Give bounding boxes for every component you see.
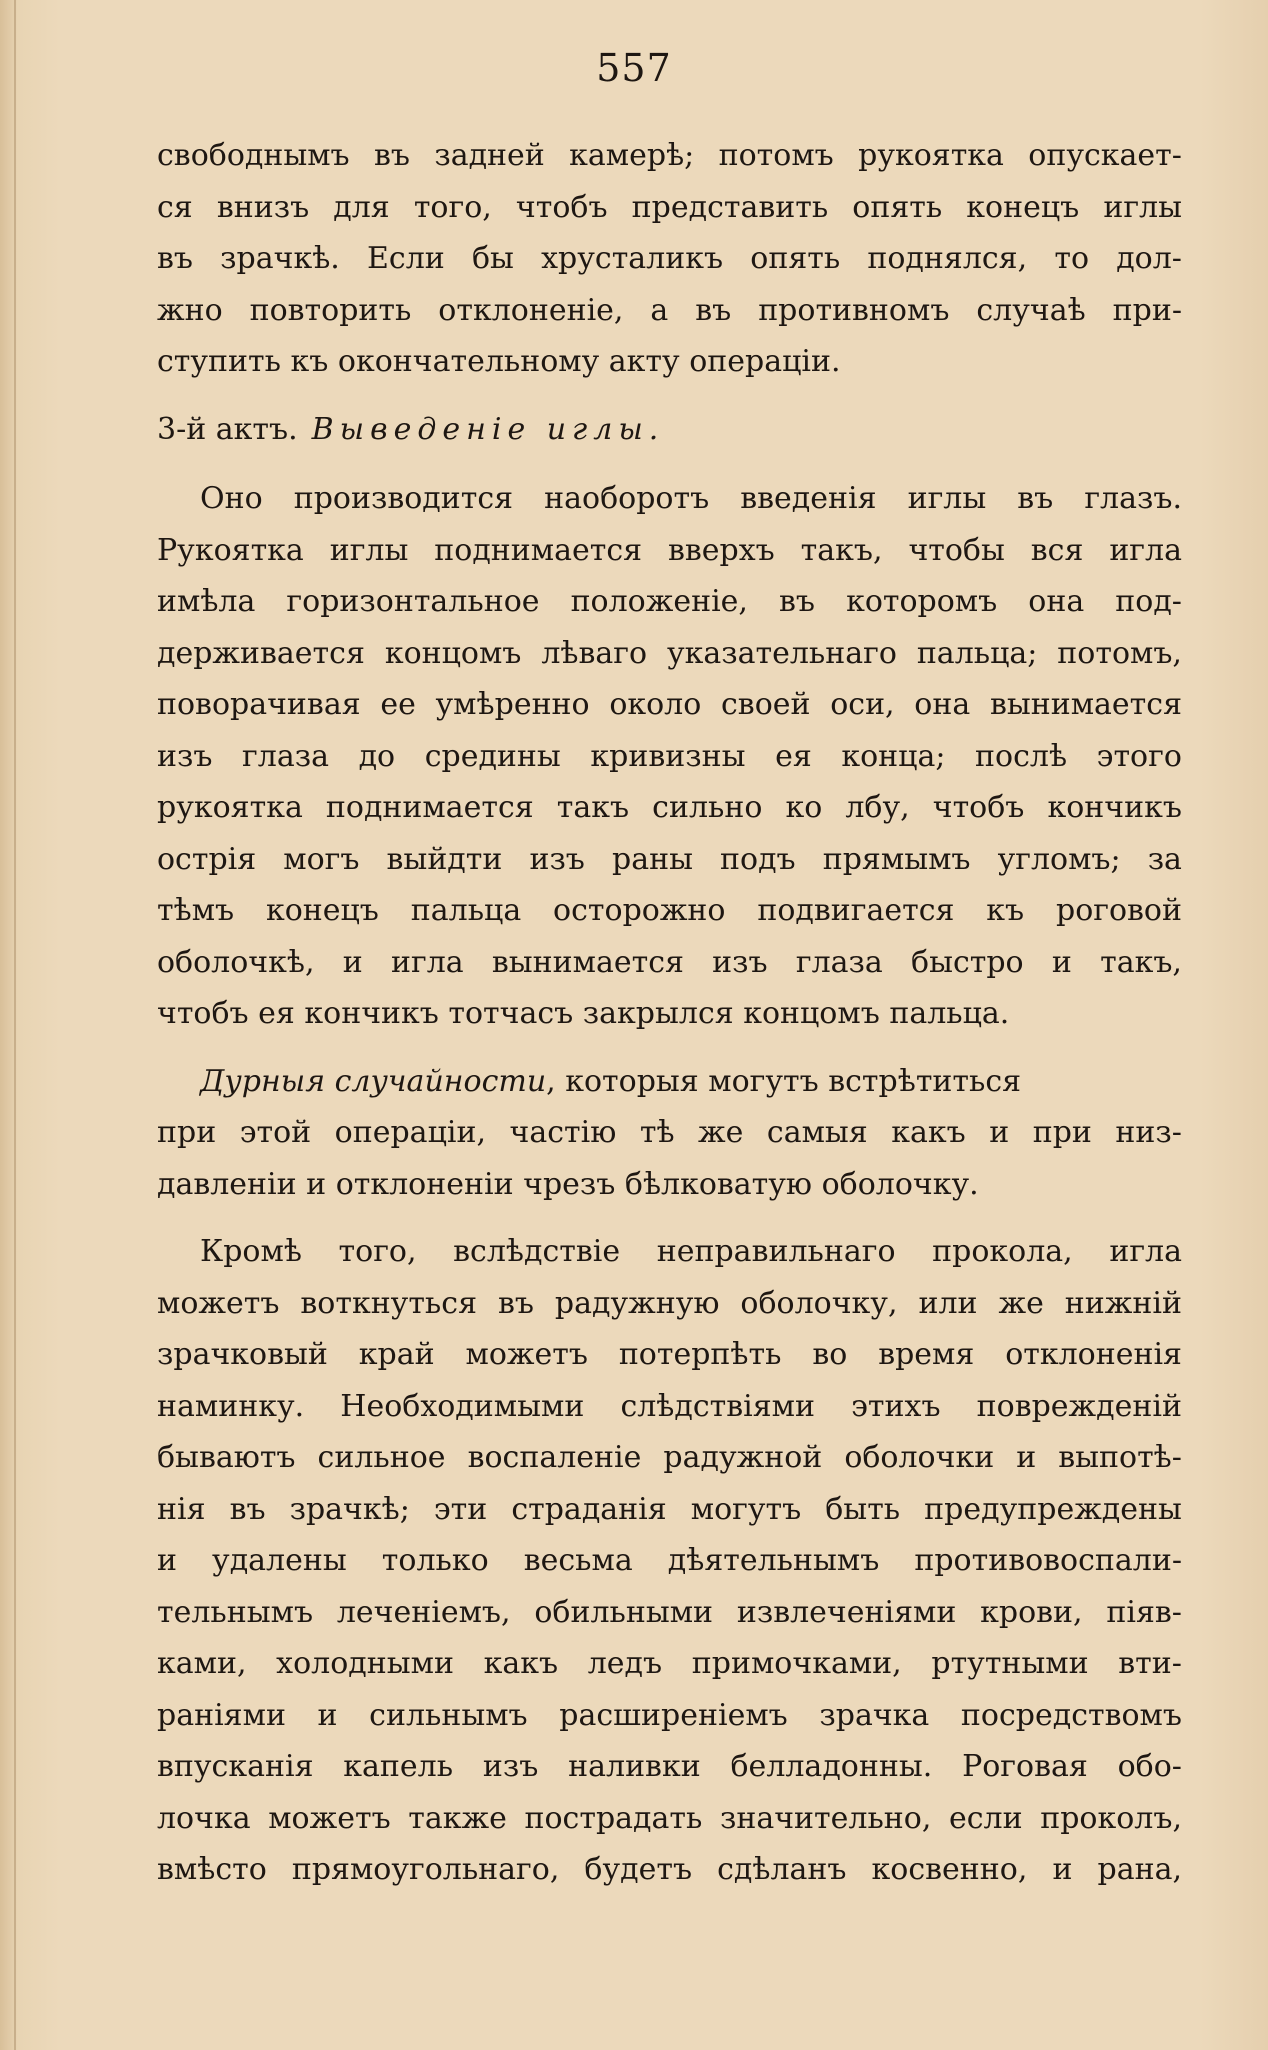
word: того, bbox=[413, 189, 492, 225]
word: могутъ bbox=[690, 1491, 802, 1527]
word: или bbox=[918, 1285, 978, 1321]
word: Если bbox=[367, 241, 445, 276]
word: лочка bbox=[157, 1800, 251, 1836]
word: ко bbox=[785, 790, 823, 825]
word: а bbox=[650, 292, 669, 328]
word: тѣ bbox=[639, 1115, 675, 1150]
word: Необходимыми bbox=[340, 1388, 585, 1424]
word: леченіемъ, bbox=[336, 1594, 511, 1630]
word: сдѣланъ bbox=[717, 1852, 847, 1887]
first-line-rest: , которыя могутъ встрѣтиться bbox=[546, 1063, 1022, 1099]
word: острія bbox=[157, 841, 257, 877]
word: вслѣдствіе bbox=[453, 1234, 621, 1269]
word: вся bbox=[1030, 532, 1084, 568]
word: под- bbox=[1115, 584, 1182, 619]
text-line bbox=[157, 1278, 1182, 1330]
word: которомъ bbox=[846, 584, 998, 619]
word: можетъ bbox=[465, 1337, 588, 1372]
word: опускает- bbox=[1028, 138, 1182, 173]
word: задней bbox=[434, 138, 545, 173]
text-line bbox=[157, 130, 1182, 182]
word: извлеченіями bbox=[736, 1594, 957, 1630]
word: можетъ bbox=[157, 1285, 280, 1321]
word: ся bbox=[157, 189, 193, 225]
word: повторить bbox=[249, 292, 412, 328]
word: изъ bbox=[482, 1749, 539, 1784]
word: указательнаго bbox=[666, 635, 897, 671]
word: рана, bbox=[1097, 1852, 1182, 1887]
word: держивается bbox=[157, 635, 365, 671]
text-line bbox=[157, 885, 1182, 937]
word: и bbox=[1051, 944, 1072, 980]
word: расширеніемъ bbox=[559, 1697, 788, 1733]
word: оси, bbox=[830, 687, 895, 722]
word: Кромѣ bbox=[200, 1234, 302, 1269]
word: вмѣсто bbox=[157, 1852, 267, 1887]
word: въ bbox=[157, 241, 193, 276]
word: чтобъ bbox=[932, 790, 1025, 825]
word: при- bbox=[1112, 292, 1182, 328]
text-line bbox=[157, 1690, 1182, 1742]
word: пальца bbox=[410, 893, 522, 928]
word: сильнымъ bbox=[369, 1697, 528, 1733]
word: отклоненія bbox=[1005, 1337, 1182, 1372]
word: средины bbox=[424, 738, 561, 774]
word: тѣмъ bbox=[157, 893, 235, 928]
word: вверхъ bbox=[668, 532, 775, 568]
word: Роговая bbox=[962, 1749, 1088, 1784]
word: бы bbox=[471, 241, 514, 276]
word: сильно bbox=[652, 790, 763, 825]
text-line bbox=[157, 1638, 1182, 1690]
word: изъ bbox=[529, 841, 585, 877]
word: дѣятельнымъ bbox=[667, 1543, 880, 1578]
text-line bbox=[157, 731, 1182, 783]
word: Оно bbox=[200, 481, 263, 516]
word: радужной bbox=[663, 1440, 823, 1475]
word: поднялся, bbox=[867, 241, 1028, 276]
word: прокола, bbox=[932, 1234, 1073, 1269]
word: конца; bbox=[841, 738, 946, 774]
word: низ- bbox=[1115, 1115, 1182, 1150]
text-line bbox=[157, 1432, 1182, 1484]
word: лѣваго bbox=[541, 635, 648, 671]
word: игла bbox=[390, 944, 464, 980]
word: около bbox=[609, 687, 702, 722]
word: противовоспали- bbox=[914, 1543, 1182, 1578]
heading-prefix: 3-й актъ. bbox=[157, 411, 298, 447]
text-line: чтобъ ея кончикъ тотчасъ закрылся концомъ пальца. bbox=[157, 996, 1010, 1031]
word: поднимается bbox=[325, 790, 534, 825]
word: положеніе, bbox=[570, 584, 748, 619]
text-line bbox=[157, 1793, 1182, 1845]
word: производится bbox=[293, 481, 514, 516]
word: обильными bbox=[534, 1594, 714, 1630]
word: конецъ bbox=[265, 893, 379, 928]
word: холодными bbox=[276, 1646, 454, 1681]
text-line: ступить къ окончательному акту операціи. bbox=[157, 344, 841, 379]
word: случаѣ bbox=[976, 292, 1086, 328]
italic-lead: Дурныя случайности bbox=[200, 1063, 547, 1099]
word: камерѣ; bbox=[569, 138, 695, 173]
word: роговой bbox=[1055, 893, 1182, 928]
text-line bbox=[157, 473, 1182, 525]
word: раніями bbox=[157, 1697, 286, 1733]
word: пострадать bbox=[524, 1800, 703, 1836]
paragraph-2 bbox=[157, 473, 1182, 1040]
word: кончикъ bbox=[1047, 790, 1182, 825]
word: оболочку, bbox=[740, 1285, 898, 1321]
word: наоборотъ bbox=[544, 481, 710, 516]
word: такъ, bbox=[800, 532, 883, 568]
word: выйдти bbox=[386, 841, 503, 877]
word: пальца; bbox=[916, 635, 1038, 671]
word: потомъ bbox=[718, 138, 834, 173]
word: операціи, bbox=[334, 1115, 486, 1150]
word: своей bbox=[721, 687, 811, 722]
word: оболочкѣ, bbox=[157, 944, 315, 980]
word: иглы bbox=[907, 481, 987, 516]
word: въ bbox=[497, 1285, 534, 1321]
word: обо- bbox=[1117, 1749, 1182, 1784]
word: поворачивая bbox=[157, 687, 361, 722]
heading-title: Выведеніе иглы. bbox=[311, 411, 665, 447]
word: зрачка bbox=[819, 1697, 930, 1733]
word: нія bbox=[157, 1491, 206, 1527]
word: неправильнаго bbox=[656, 1234, 896, 1269]
word: иглы bbox=[1103, 189, 1182, 225]
word: капель bbox=[343, 1749, 454, 1784]
word: же bbox=[698, 1115, 744, 1150]
word: эти bbox=[433, 1491, 488, 1527]
word: если bbox=[949, 1800, 1023, 1836]
word: подвигается bbox=[757, 893, 955, 928]
word: весьма bbox=[523, 1543, 633, 1578]
word: тельнымъ bbox=[157, 1594, 314, 1630]
text-line bbox=[157, 182, 1182, 234]
word: свободнымъ bbox=[157, 138, 350, 173]
word: умѣренно bbox=[435, 687, 590, 722]
word: наливки bbox=[568, 1749, 701, 1784]
word: ледъ bbox=[587, 1646, 663, 1681]
word: нижній bbox=[1064, 1285, 1182, 1321]
word: угломъ; bbox=[997, 841, 1121, 877]
word: потомъ, bbox=[1057, 635, 1182, 671]
word: въ bbox=[695, 292, 732, 328]
word: она bbox=[1028, 584, 1085, 619]
word: при bbox=[157, 1115, 217, 1150]
word: поврежденій bbox=[976, 1388, 1182, 1424]
word: радужную bbox=[554, 1285, 720, 1321]
word: въ bbox=[779, 584, 816, 619]
text-line bbox=[157, 1329, 1182, 1381]
word: опять bbox=[852, 189, 943, 225]
word: чтобы bbox=[908, 532, 1005, 568]
text-line bbox=[157, 782, 1182, 834]
word: прямоугольнаго, bbox=[291, 1852, 560, 1887]
word: къ bbox=[986, 893, 1025, 928]
word: страданія bbox=[511, 1491, 667, 1527]
word: противномъ bbox=[758, 292, 950, 328]
word: этихъ bbox=[851, 1388, 941, 1424]
text-line bbox=[157, 1535, 1182, 1587]
paragraph-1 bbox=[157, 130, 1182, 388]
word: послѣ bbox=[975, 738, 1068, 774]
word: въ bbox=[1017, 481, 1054, 516]
word: игла bbox=[1109, 1234, 1182, 1269]
text-line bbox=[157, 834, 1182, 886]
word: піяв- bbox=[1106, 1594, 1182, 1630]
word: выпотѣ- bbox=[1058, 1440, 1182, 1475]
word: край bbox=[358, 1337, 435, 1372]
word: значительно, bbox=[719, 1800, 932, 1836]
text-line bbox=[157, 233, 1182, 285]
word: самыя bbox=[766, 1115, 868, 1150]
word: подъ bbox=[720, 841, 796, 877]
word: также bbox=[408, 1800, 507, 1836]
word: того, bbox=[338, 1234, 417, 1269]
word: косвенно, bbox=[871, 1852, 1028, 1887]
text-line bbox=[157, 1381, 1182, 1433]
word: зрачковый bbox=[157, 1337, 328, 1372]
word: хрусталикъ bbox=[541, 241, 724, 276]
word: и bbox=[157, 1543, 177, 1578]
word: ртутными bbox=[931, 1646, 1089, 1681]
word: примочками, bbox=[691, 1646, 902, 1681]
word: зрачкѣ; bbox=[289, 1491, 410, 1527]
word: слѣдствіями bbox=[620, 1388, 815, 1424]
word: же bbox=[998, 1285, 1044, 1321]
word: ея bbox=[775, 738, 812, 774]
text-line bbox=[157, 679, 1182, 731]
word: предупреждены bbox=[924, 1491, 1182, 1527]
text-line bbox=[157, 1056, 1182, 1108]
word: внизъ bbox=[216, 189, 310, 225]
word: изъ bbox=[157, 738, 213, 774]
word: глаза bbox=[795, 944, 883, 980]
word: такъ bbox=[556, 790, 630, 825]
word: введенія bbox=[740, 481, 877, 516]
word: глаза bbox=[242, 738, 329, 774]
word: горизонтальное bbox=[286, 584, 540, 619]
word: она bbox=[914, 687, 971, 722]
word: зрачкѣ. bbox=[220, 241, 340, 276]
word: кривизны bbox=[590, 738, 746, 774]
word: и bbox=[1016, 1440, 1037, 1475]
word: то bbox=[1054, 241, 1090, 276]
word: чтобъ bbox=[515, 189, 608, 225]
word: можетъ bbox=[268, 1800, 391, 1836]
word: быть bbox=[825, 1491, 901, 1527]
section-heading bbox=[157, 404, 1182, 456]
word: ками, bbox=[157, 1646, 247, 1681]
word: въ bbox=[374, 138, 410, 173]
word: посредствомъ bbox=[960, 1697, 1182, 1733]
word: вынимается bbox=[491, 944, 684, 980]
word: опять bbox=[750, 241, 841, 276]
word: лбу, bbox=[845, 790, 910, 825]
word: и bbox=[317, 1697, 338, 1733]
word: въ bbox=[229, 1491, 266, 1527]
word: такъ, bbox=[1100, 944, 1182, 980]
word: потерпѣть bbox=[618, 1337, 782, 1372]
word: до bbox=[358, 738, 396, 774]
word: какъ bbox=[891, 1115, 966, 1150]
word: во bbox=[812, 1337, 848, 1372]
text-line bbox=[157, 1741, 1182, 1793]
word: игла bbox=[1109, 532, 1182, 568]
word: иглы bbox=[329, 532, 409, 568]
word: какъ bbox=[483, 1646, 559, 1681]
word: изъ bbox=[712, 944, 768, 980]
word: рукоятка bbox=[858, 138, 1004, 173]
word: рукоятка bbox=[157, 790, 303, 825]
word: для bbox=[333, 189, 390, 225]
word: белладонны. bbox=[730, 1749, 933, 1784]
word: впусканія bbox=[157, 1749, 314, 1784]
word: за bbox=[1147, 841, 1182, 877]
text-line bbox=[157, 937, 1182, 989]
text-line bbox=[157, 525, 1182, 577]
word: ее bbox=[380, 687, 416, 722]
word: глазъ. bbox=[1084, 481, 1182, 516]
word: частію bbox=[509, 1115, 617, 1150]
paragraph-4 bbox=[157, 1226, 1182, 1896]
word: осторожно bbox=[553, 893, 726, 928]
word: прямымъ bbox=[822, 841, 971, 877]
text-line: давленіи и отклоненіи чрезъ бѣлковатую оболочку. bbox=[157, 1166, 979, 1202]
page-number: 557 bbox=[596, 46, 672, 90]
word: будетъ bbox=[584, 1852, 693, 1887]
word: сильное bbox=[317, 1440, 446, 1475]
word: Рукоятка bbox=[157, 532, 304, 568]
word: могъ bbox=[283, 841, 360, 877]
word: проколъ, bbox=[1040, 1800, 1182, 1836]
word: бываютъ bbox=[157, 1440, 296, 1475]
word: быстро bbox=[911, 944, 1024, 980]
word: представить bbox=[631, 189, 829, 225]
text-line bbox=[157, 1587, 1182, 1639]
word: воткнуться bbox=[300, 1285, 477, 1321]
word: этой bbox=[239, 1115, 312, 1150]
word: раны bbox=[611, 841, 693, 877]
text-line bbox=[157, 1107, 1182, 1159]
word: конецъ bbox=[966, 189, 1080, 225]
word: и bbox=[989, 1115, 1010, 1150]
word: время bbox=[878, 1337, 975, 1372]
word: отклоненіе, bbox=[438, 292, 624, 328]
word: и bbox=[342, 944, 363, 980]
text-line bbox=[157, 285, 1182, 337]
word: крови, bbox=[980, 1594, 1083, 1630]
word: вынимается bbox=[989, 687, 1182, 722]
page-text bbox=[157, 130, 1182, 1912]
paragraph-3 bbox=[157, 1056, 1182, 1211]
word: воспаленіе bbox=[467, 1440, 642, 1475]
word: вти- bbox=[1118, 1646, 1182, 1681]
page-gutter bbox=[14, 0, 16, 2050]
word: концомъ bbox=[384, 635, 522, 671]
text-line bbox=[157, 628, 1182, 680]
word: при bbox=[1032, 1115, 1092, 1150]
word: имѣла bbox=[157, 584, 256, 619]
word: и bbox=[1052, 1852, 1073, 1887]
word: оболочки bbox=[844, 1440, 995, 1475]
text-line bbox=[157, 576, 1182, 628]
text-line bbox=[157, 1844, 1182, 1896]
text-line bbox=[157, 1226, 1182, 1278]
text-line bbox=[157, 1484, 1182, 1536]
word: наминку. bbox=[157, 1388, 305, 1424]
word: поднимается bbox=[434, 532, 643, 568]
word: жно bbox=[157, 292, 223, 328]
word: удалены bbox=[212, 1543, 347, 1578]
word: только bbox=[381, 1543, 489, 1578]
word: дол- bbox=[1116, 241, 1182, 276]
word: этого bbox=[1096, 738, 1182, 774]
